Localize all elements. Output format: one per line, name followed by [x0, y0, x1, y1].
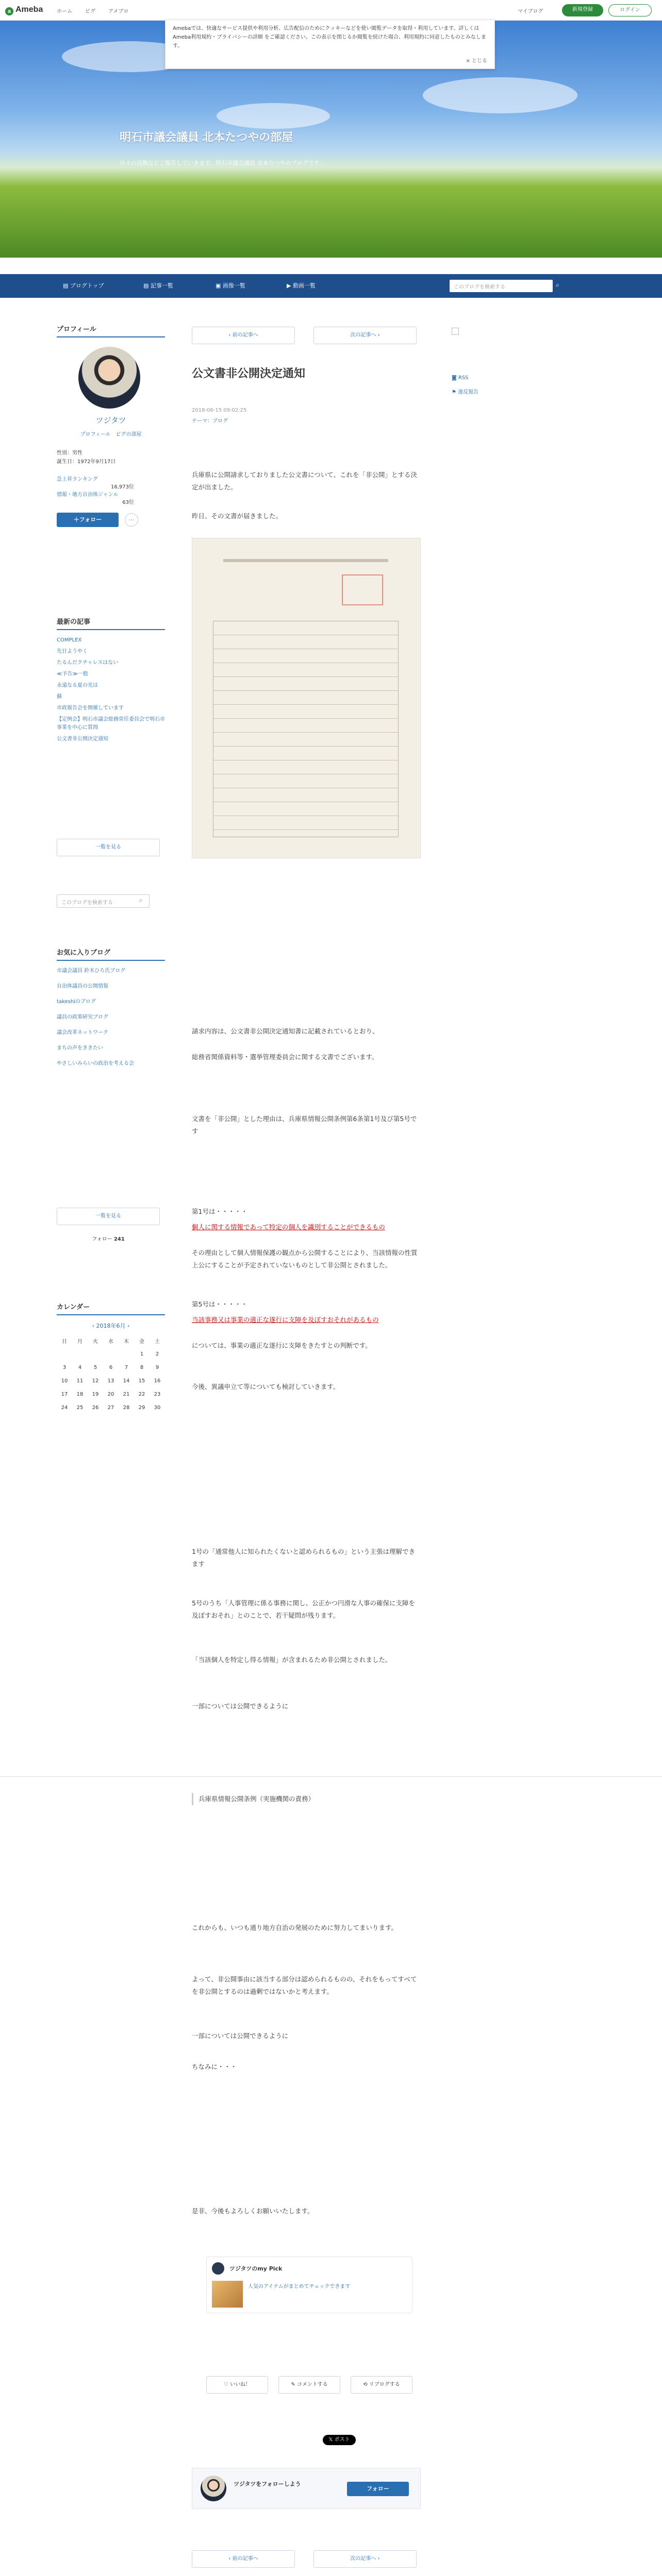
- calendar-weekday: 土: [155, 1338, 160, 1345]
- cookie-notice: [165, 20, 495, 69]
- calendar-day: 4: [78, 1364, 82, 1370]
- calendar-day: 13: [107, 1378, 114, 1384]
- calendar-day: 18: [76, 1391, 84, 1397]
- rss-icon: ◙: [452, 375, 457, 381]
- calendar-day: 14: [123, 1378, 130, 1384]
- nav-image-list-label: 画像一覧: [222, 282, 245, 289]
- calendar-day: 6: [109, 1364, 113, 1370]
- reblog-button[interactable]: [351, 2376, 412, 2394]
- mypick-title[interactable]: 人気のアイテムがまとめてチェックできます: [248, 2284, 351, 2290]
- share-x-label: ポスト: [334, 2437, 350, 2443]
- article-highlight: 当該事務又は事業の適正な遂行に支障を及ぼすおそれがあるもの: [192, 1316, 379, 1324]
- article-paragraph: 一部については公開できるように: [192, 1702, 289, 1710]
- article-paragraph: 第5号は・・・・・: [192, 1300, 247, 1308]
- calendar-weekday: 日: [62, 1338, 67, 1345]
- calendar-row: [57, 1401, 165, 1414]
- sidebar-search-input[interactable]: このブログを検索する: [57, 894, 150, 908]
- search-icon[interactable]: ⌕: [139, 896, 143, 904]
- mypick-card[interactable]: [206, 2257, 412, 2313]
- ranking-value: 16,973位: [111, 484, 134, 490]
- next-article-label: 次の記事へ: [350, 332, 376, 338]
- my-blog-link[interactable]: マイブログ: [518, 9, 543, 14]
- quote-block: 兵庫県情報公開条例（実施機関の責務）: [192, 1793, 421, 1805]
- calendar-row: [57, 1361, 165, 1374]
- recent-item[interactable]: COMPLEX: [57, 637, 82, 643]
- mypick-brand: ツジタツのmy Pick: [229, 2265, 283, 2272]
- nav-blog-top-label: ブログトップ: [70, 282, 104, 289]
- calendar-day: 28: [123, 1404, 130, 1411]
- favorite-more-button[interactable]: 一覧を見る: [57, 1208, 160, 1225]
- next-article-label: 次の記事へ: [350, 2556, 376, 2562]
- article-theme[interactable]: テーマ：ブログ: [192, 418, 228, 424]
- calendar-day: 25: [76, 1404, 84, 1411]
- article-header: [192, 365, 421, 424]
- cloud-shape: [217, 103, 330, 129]
- doc-line: [223, 559, 388, 562]
- more-icon[interactable]: ⋯: [125, 513, 138, 527]
- article-paragraph: ちなみに・・・: [192, 2063, 237, 2071]
- calendar-day: 15: [138, 1378, 145, 1384]
- recent-item[interactable]: ≪予告≫一般: [57, 671, 88, 677]
- global-nav: [0, 274, 662, 298]
- article-paragraph: これからも、いつも通り地方自治の発展のために努力してまいります。: [192, 1924, 398, 1931]
- like-button[interactable]: [206, 2376, 268, 2394]
- article-paragraph: 昨日、その文書が届きました。: [192, 512, 283, 520]
- nav-article-list-label: 記事一覧: [150, 282, 173, 289]
- prev-article-label: 前の記事へ: [232, 332, 258, 338]
- calendar-day: 20: [107, 1391, 114, 1397]
- recent-item[interactable]: 市政報告会を開催しています: [57, 705, 124, 711]
- profile-name[interactable]: ツジタツ: [95, 416, 126, 425]
- article-paragraph: 第1号は・・・・・: [192, 1208, 247, 1215]
- nav-video-list[interactable]: ▶ 動画一覧: [287, 282, 316, 289]
- calendar-weekday: 金: [139, 1338, 144, 1345]
- profile-heading: プロフィール: [57, 324, 165, 337]
- calendar-day: 22: [138, 1391, 145, 1397]
- article-paragraph: 「当該個人を特定し得る情報」が含まれるため非公開とされました。: [192, 1656, 392, 1664]
- rss-label: RSS: [458, 375, 469, 381]
- recent-posts-section: [57, 616, 165, 743]
- follow-count: [57, 1234, 160, 1242]
- calendar-weekday: 月: [77, 1338, 82, 1345]
- article-paragraph: 兵庫県に公開請求しておりました公文書について、これを「非公開」とする決定が出ました。: [192, 471, 418, 491]
- like-label: いいね！: [230, 2382, 251, 2387]
- calendar-day: 5: [93, 1364, 97, 1370]
- divider: [0, 1776, 662, 1777]
- ameba-logo-icon: a: [5, 7, 13, 15]
- ranking-label[interactable]: 急上昇ランキング: [57, 477, 98, 482]
- heart-icon: ♡: [223, 2382, 228, 2387]
- favorite-item[interactable]: 市議会議員 鈴木ひろ氏ブログ: [57, 968, 126, 974]
- profile-section: [57, 324, 165, 527]
- calendar-weekday: 水: [108, 1338, 113, 1345]
- favorite-item[interactable]: 議会改革ネットワーク: [57, 1030, 108, 1036]
- calendar-day: 27: [107, 1404, 114, 1411]
- calendar-day: [57, 1347, 72, 1361]
- calendar-day: [72, 1347, 88, 1361]
- comment-button[interactable]: [278, 2376, 340, 2394]
- reblog-label: リブログする: [369, 2382, 400, 2387]
- next-article-button[interactable]: 次の記事へ ›: [313, 327, 417, 344]
- calendar-week-header: [57, 1334, 165, 1347]
- recent-item[interactable]: 永遠なる夏の光は: [57, 683, 98, 688]
- product-thumbnail: [212, 2281, 243, 2308]
- follow-prompt: [192, 2468, 421, 2509]
- cookie-close-label: とじる: [472, 58, 487, 64]
- nav-image-list[interactable]: ▣ 画像一覧: [216, 282, 245, 289]
- comment-icon: ✎: [291, 2382, 295, 2387]
- comment-label: コメントする: [296, 2382, 328, 2387]
- favorite-item[interactable]: やさしいみらいの政治を考える会: [57, 1061, 134, 1066]
- calendar-day: 9: [155, 1364, 159, 1370]
- favorite-item[interactable]: 自治体議員の公開情報: [57, 984, 108, 989]
- nav-pigg[interactable]: ピグ: [85, 9, 95, 14]
- prev-article-label: 前の記事へ: [232, 2556, 258, 2562]
- banner-placeholder-icon: [452, 328, 459, 335]
- calendar-day: 11: [76, 1378, 84, 1384]
- calendar-day: 16: [154, 1378, 161, 1384]
- calendar-day: [103, 1347, 119, 1361]
- favorite-item[interactable]: takeshiのブログ: [57, 999, 96, 1005]
- article-paragraph: については、事業の適正な遂行に支障をきたすとの判断です。: [192, 1342, 372, 1349]
- profile-links[interactable]: プロフィール ピグの部屋: [80, 432, 142, 437]
- calendar-day: 1: [140, 1351, 144, 1357]
- follow-count-value: 241: [113, 1236, 125, 1242]
- calendar-day: 29: [138, 1404, 145, 1411]
- recent-item[interactable]: 【定例会】明石市議会総務常任委員会で明石市事業を中心に質問: [57, 717, 165, 731]
- prev-article-button[interactable]: ‹ 前の記事へ: [192, 2550, 295, 2568]
- top-bar: [0, 0, 662, 21]
- calendar-heading: カレンダー: [57, 1301, 165, 1315]
- avatar: [201, 2476, 226, 2501]
- calendar-day: 7: [124, 1364, 128, 1370]
- calendar-day: 19: [92, 1391, 99, 1397]
- article-paragraph: よって、非公開事由に該当する部分は認められるものの、それをもってすべてを非公開とするのは過剰ではないかと考えます。: [192, 1975, 417, 1995]
- calendar-weekday: 木: [124, 1338, 129, 1345]
- next-article-button[interactable]: 次の記事へ ›: [313, 2550, 417, 2568]
- profile-gender: 性別：男性: [57, 450, 82, 456]
- calendar-day: 23: [154, 1391, 161, 1397]
- genre-rank: 63位: [122, 500, 134, 505]
- recent-heading: 最新の記事: [57, 616, 165, 630]
- article-date: 2018-06-15 09:02:25: [192, 408, 247, 413]
- cloud-shape: [423, 77, 577, 113]
- calendar-day: 8: [140, 1364, 144, 1370]
- prev-article-button[interactable]: ‹ 前の記事へ: [192, 327, 295, 344]
- follow-button[interactable]: ＋フォロー: [57, 513, 119, 527]
- calendar-month: ‹ 2018年6月 ›: [92, 1323, 130, 1329]
- article-paragraph: 一部については公開できるように: [192, 2032, 289, 2040]
- recent-item[interactable]: 先日ようやく: [57, 649, 88, 654]
- article-highlight: 個人に関する情報であって特定の個人を識別することができるもの: [192, 1223, 385, 1231]
- calendar-day: 2: [155, 1351, 159, 1357]
- calendar-month-label: 2018年6月: [96, 1323, 126, 1329]
- nav-ameblo[interactable]: アメブロ: [108, 9, 129, 14]
- rss-link[interactable]: [452, 375, 469, 381]
- favorite-item[interactable]: まちの声をききたい: [57, 1045, 103, 1051]
- article-paragraph: 総務省関係資料等・選挙管理委員会に関する文書でございます。: [192, 1053, 378, 1061]
- follow-prompt-text: ツジタツをフォローしよう: [234, 2481, 301, 2487]
- flag-icon: ⚑: [452, 389, 456, 395]
- logo-text: Ameba: [15, 5, 43, 14]
- calendar-row: [57, 1387, 165, 1401]
- calendar-day: 30: [154, 1404, 161, 1411]
- article-paragraph: 今後、異議申立て等についても検討していきます。: [192, 1383, 340, 1391]
- blog-description: 日々の活動などご報告していきます。明石市議会議員 北本たつやのブログです。: [120, 160, 325, 166]
- follow-count-label: フォロー: [92, 1236, 112, 1242]
- article-title: 公文書非公開決定通知: [192, 367, 306, 380]
- article-paragraph: 請求内容は、公文書非公開決定通知書に記載されているとおり、: [192, 1027, 379, 1035]
- calendar-day: [88, 1347, 103, 1361]
- recent-more-button[interactable]: 一覧を見る: [57, 839, 160, 856]
- avatar[interactable]: [78, 347, 140, 409]
- search-input[interactable]: このブログを検索する: [450, 280, 553, 292]
- article-paragraph: 是非、今後もよろしくお願いいたします。: [192, 2207, 314, 2215]
- ameba-logo[interactable]: [5, 5, 43, 15]
- calendar-row: [57, 1347, 165, 1361]
- calendar-day: 10: [61, 1378, 68, 1384]
- article-paragraph: 文書を「非公開」とした理由は、兵庫県情報公開条例第6条第1号及び第5号です: [192, 1115, 417, 1135]
- calendar-day: [119, 1347, 134, 1361]
- article-paragraph: 1号の「通常他人に知られたくないと認められるもの」という主張は理解できます: [192, 1548, 415, 1568]
- share-x-button[interactable]: 𝕏 ポスト: [323, 2435, 356, 2445]
- nav-blog-top[interactable]: ▤ ブログトップ: [63, 282, 104, 289]
- genre-label[interactable]: 情報・地方自治体ジャンル: [57, 492, 119, 498]
- avatar: [212, 2262, 224, 2275]
- article-paragraph: その理由として個人情報保護の観点から公開することにより、当該情報の性質上公にすることが予定されていないものとして非公開とされました。: [192, 1249, 418, 1269]
- calendar-day: 26: [92, 1404, 99, 1411]
- recent-item[interactable]: たるんだクチャレスはない: [57, 660, 119, 666]
- recent-item[interactable]: 公文書非公開決定通知: [57, 736, 108, 742]
- calendar-row: [57, 1374, 165, 1387]
- profile-birthday: 誕生日：1972年9月17日: [57, 459, 116, 465]
- calendar-section: [57, 1301, 165, 1414]
- nav-video-list-label: 動画一覧: [292, 282, 316, 289]
- favorite-item[interactable]: 議員の政策研究ブログ: [57, 1014, 108, 1020]
- nav-home[interactable]: ホーム: [57, 9, 72, 14]
- recent-item[interactable]: 蘇: [57, 694, 62, 700]
- follow-button[interactable]: フォロー: [347, 2482, 409, 2496]
- blog-title[interactable]: 明石市議会議員 北本たつやの部屋: [120, 131, 293, 144]
- cookie-text: Amebaでは、快適なサービス提供や利用分析、広告配信のためにクッキーなどを使い閲覧データを取得・利用しています。詳しくは Ameba利用規約・プライバシーの詳細 をご確認ください。この表示を閉じるか閲覧を続けた場合、利用規約に同意したものとみなします。: [173, 26, 486, 49]
- cookie-close-button[interactable]: × とじる: [466, 58, 487, 64]
- doc-table: [213, 621, 399, 837]
- calendar-day: 21: [123, 1391, 130, 1397]
- report-link[interactable]: [452, 387, 478, 395]
- calendar-table: [57, 1334, 165, 1414]
- calendar-day: 3: [62, 1364, 67, 1370]
- login-button[interactable]: ログイン: [608, 4, 652, 16]
- calendar-day: 17: [61, 1391, 68, 1397]
- favorite-heading: お気に入りブログ: [57, 947, 165, 961]
- register-button[interactable]: 新規登録: [562, 4, 603, 16]
- favorite-blogs-section: [57, 947, 165, 1068]
- calendar-weekday: 火: [93, 1338, 98, 1345]
- article-paragraph: 5号のうち「人事管理に係る事務に関し、公正かつ円滑な人事の確保に支障を及ぼすおそれ」とのことで、若干疑問が残ります。: [192, 1599, 415, 1619]
- report-label: 違反報告: [458, 389, 479, 395]
- nav-article-list[interactable]: ▤ 記事一覧: [143, 282, 173, 289]
- seal-stamp: [342, 574, 383, 605]
- reblog-icon: ⟲: [363, 2382, 368, 2387]
- document-image[interactable]: [192, 538, 421, 858]
- search-icon[interactable]: ⌕: [556, 281, 559, 289]
- calendar-day: 24: [61, 1404, 68, 1411]
- calendar-day: 12: [92, 1378, 99, 1384]
